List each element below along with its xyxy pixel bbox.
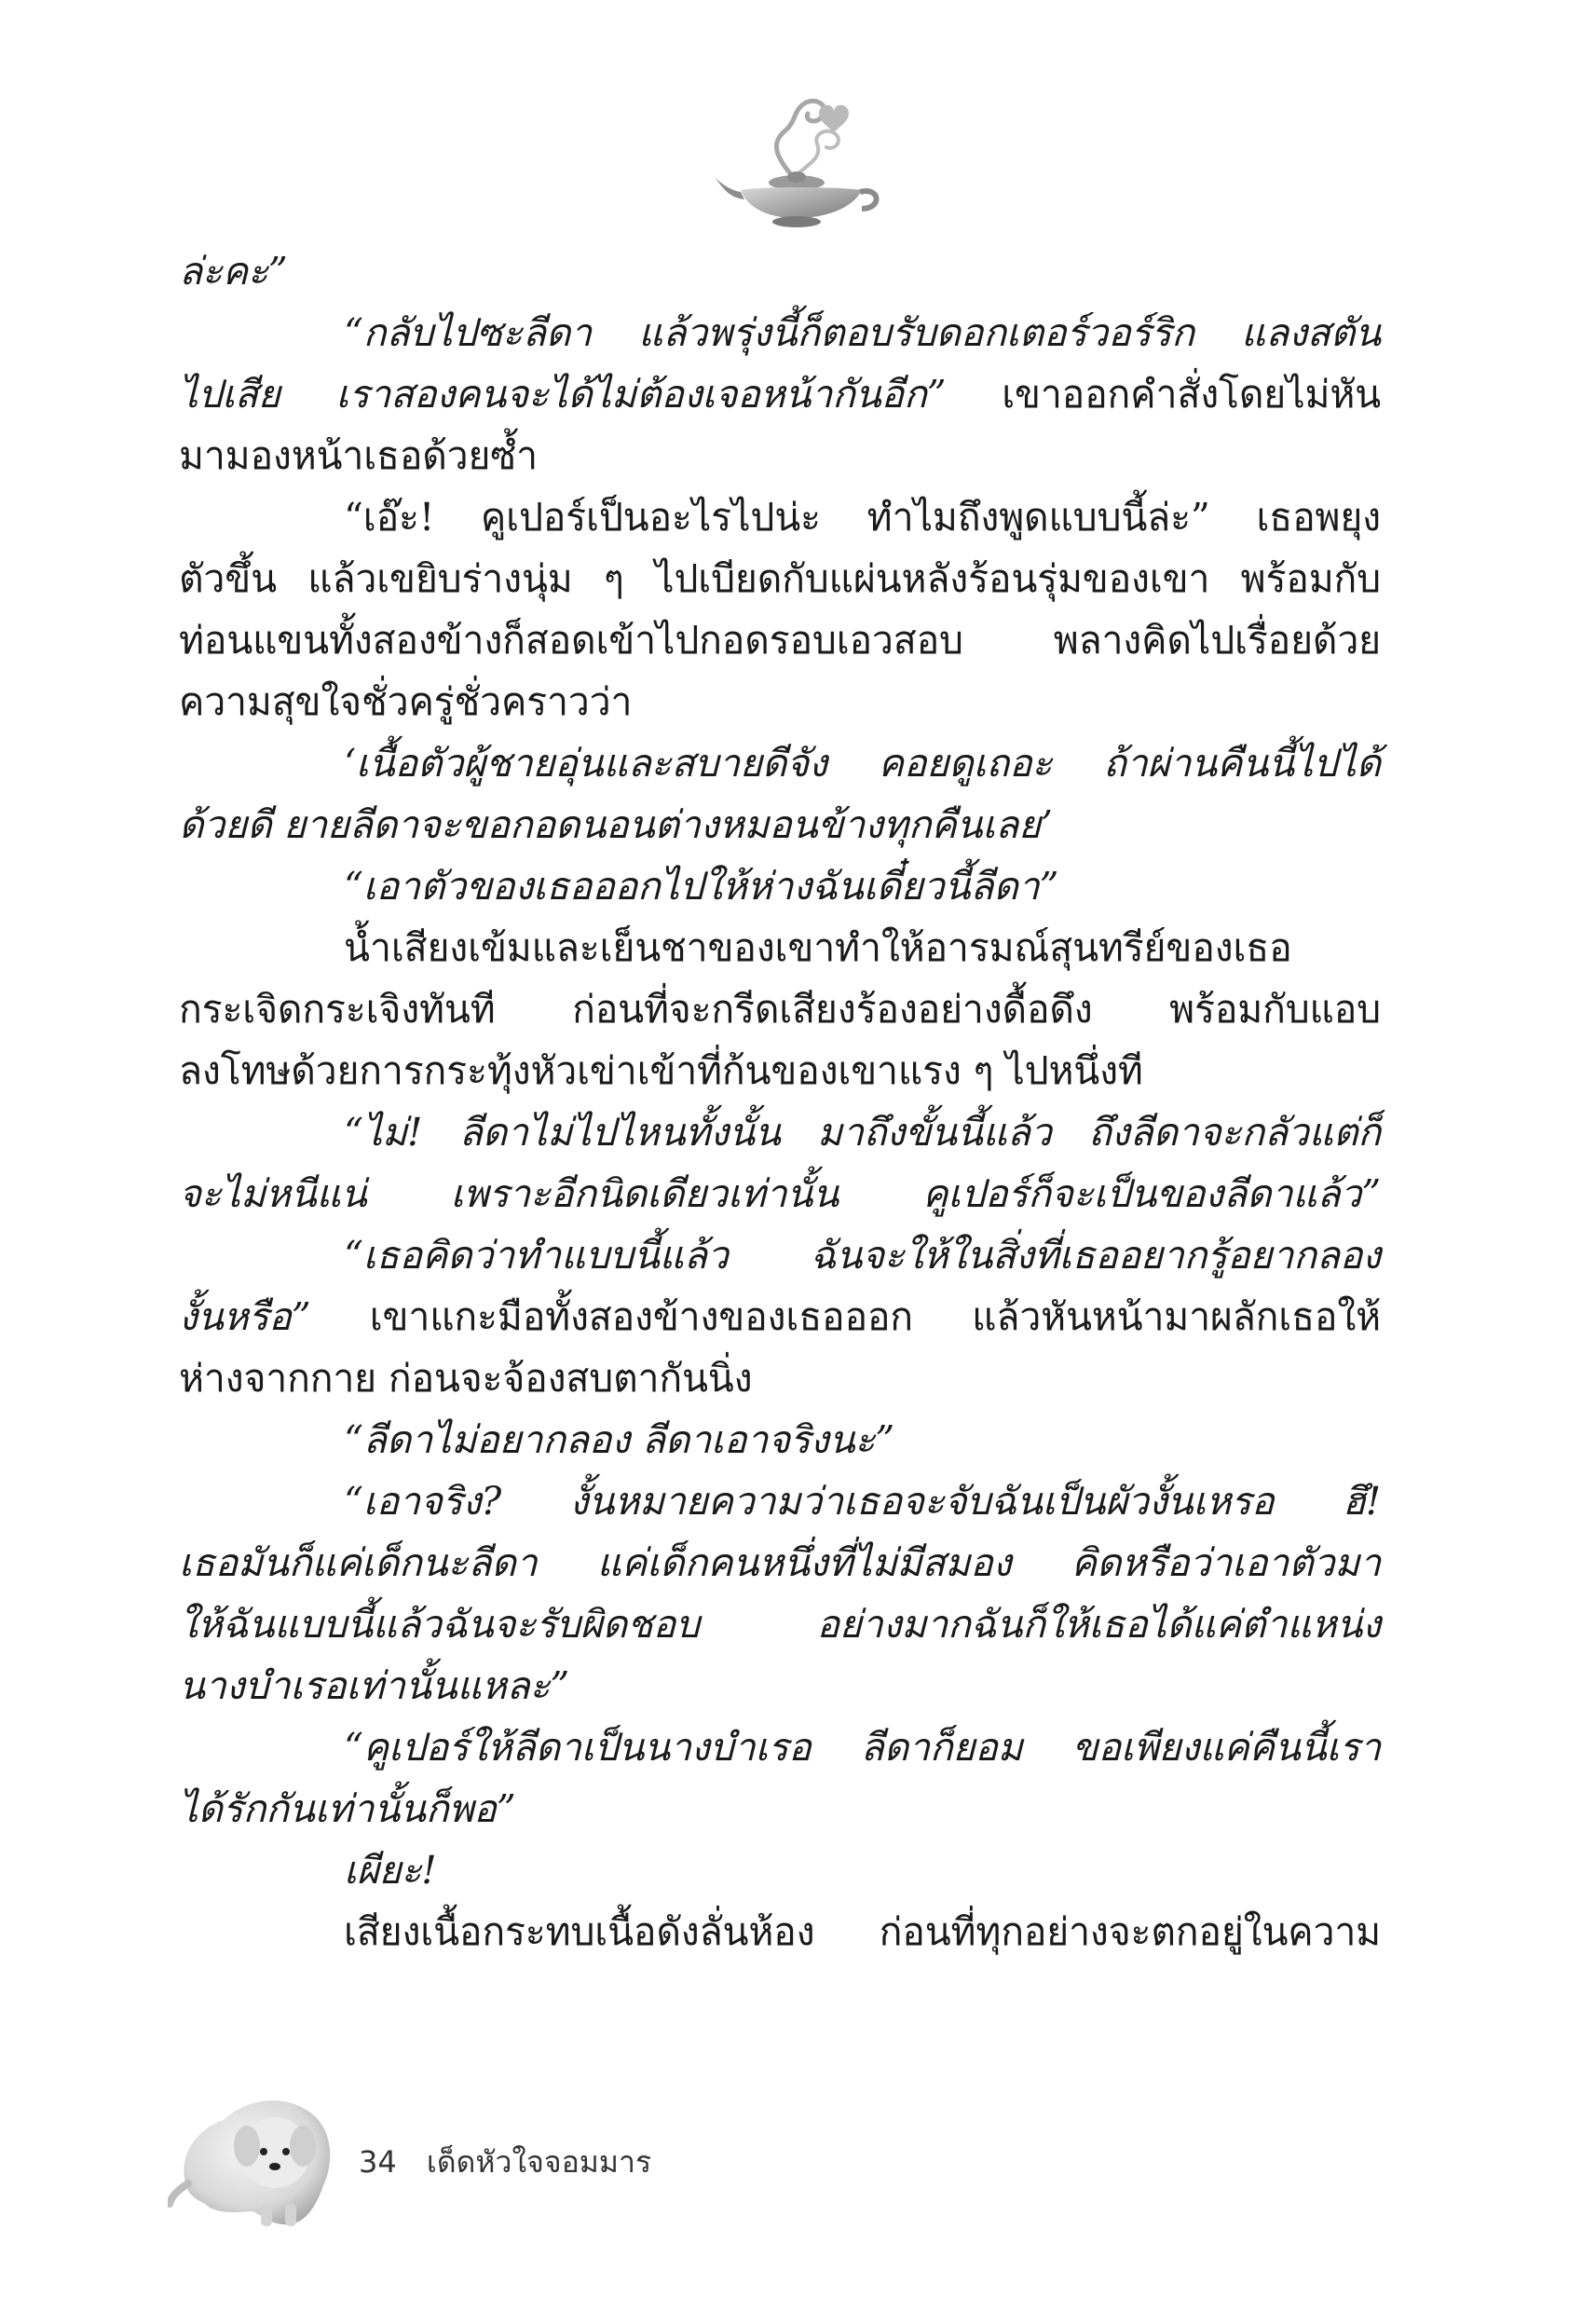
text-segment: ‘เนื้อตัวผู้ชายอุ่นและสบายดีจัง คอยดูเถอะ ถ้าผ่านคืนนี้ไปได้ <box>344 741 1381 786</box>
text-line <box>179 302 1381 363</box>
text-line <box>179 1655 1381 1716</box>
text-segment: “คูเปอร์ให้ลีดาเป็นนางบำเรอ ลีดาก็ยอม ขอเพียงแค่คืนนี้เรา <box>344 1725 1381 1770</box>
text-line <box>179 1532 1381 1593</box>
text-line <box>179 1040 1381 1101</box>
text-line <box>179 917 1381 978</box>
text-segment: “เอาตัวของเธอออกไปให้ห่างฉันเดี๋ยวนี้ลีดา” <box>344 864 1059 909</box>
text-segment: ห่างจากกาย ก่อนจะจ้องสบตากันนิ่ง <box>179 1356 753 1401</box>
text-segment: จะไม่หนีแน่ เพราะอีกนิดเดียวเท่านั้น คูเปอร์ก็จะเป็นของลีดาแล้ว” <box>179 1171 1381 1216</box>
text-line <box>179 732 1381 794</box>
text-segment: เขาแกะมือทั้งสองข้างของเธอออก แล้วหันหน้ามาผลักเธอให้ <box>310 1294 1381 1339</box>
text-segment: นางบำเรอเท่านั้นแหละ” <box>179 1663 570 1708</box>
text-line <box>179 1101 1381 1163</box>
text-line <box>179 240 1381 302</box>
text-line <box>179 1593 1381 1655</box>
genie-lamp-ornament-icon <box>703 93 890 233</box>
text-line <box>179 1839 1381 1901</box>
book-title: เด็ดหัวใจจอมมาร <box>426 2144 652 2180</box>
text-segment: “กลับไปซะลีดา แล้วพรุ่งนี้ก็ตอบรับดอกเตอร์วอร์ริก แลงสตัน <box>344 310 1381 355</box>
text-segment: ให้ฉันแบบนี้แล้วฉันจะรับผิดชอบ อย่างมากฉันก็ให้เธอได้แค่ตำแหน่ง <box>179 1602 1381 1647</box>
puppy-illustration-icon <box>168 2073 354 2232</box>
page-footer <box>168 2073 820 2232</box>
text-segment: มามองหน้าเธอด้วยซ้ำ <box>179 433 538 478</box>
text-segment: เผียะ! <box>344 1848 437 1893</box>
text-line <box>179 1347 1381 1409</box>
text-line <box>179 671 1381 732</box>
text-segment: ลงโทษด้วยการกระทุ้งหัวเข่าเข้าที่ก้นของเขาแรง ๆ ไปหนึ่งที <box>179 1048 1143 1093</box>
text-segment: ท่อนแขนทั้งสองข้างก็สอดเข้าไปกอดรอบเอวสอบ พลางคิดไปเรื่อยด้วย <box>179 618 1381 663</box>
text-segment: เสียงเนื้อกระทบเนื้อดังลั่นห้อง ก่อนที่ทุกอย่างจะตกอยู่ในความ <box>344 1909 1381 1954</box>
text-segment: “เอ๊ะ! คูเปอร์เป็นอะไรไปน่ะ ทำไมถึงพูดแบบนี้ล่ะ” เธอพยุง <box>344 495 1381 540</box>
page-number: 34 <box>359 2144 397 2180</box>
text-line <box>179 1901 1381 1962</box>
text-line <box>179 1716 1381 1778</box>
text-line <box>179 486 1381 548</box>
text-segment: ด้วยดี ยายลีดาจะขอกอดนอนต่างหมอนข้างทุกคืนเลย’ <box>179 802 1053 847</box>
text-line <box>179 1224 1381 1286</box>
text-line <box>179 794 1381 855</box>
text-line <box>179 855 1381 917</box>
text-segment: งั้นหรือ” <box>179 1294 311 1339</box>
text-segment: น้ำเสียงเข้มและเย็นชาของเขาทำให้อารมณ์สุนทรีย์ของเธอ <box>344 925 1292 970</box>
text-segment: ล่ะคะ” <box>179 249 288 294</box>
text-line <box>179 1286 1381 1347</box>
text-segment: “เอาจริง? งั้นหมายความว่าเธอจะจับฉันเป็นผัวงั้นเหรอ ฮึ! <box>344 1479 1381 1524</box>
text-segment: ความสุขใจชั่วครู่ชั่วคราวว่า <box>179 679 633 724</box>
text-line <box>179 1470 1381 1532</box>
text-line <box>179 978 1381 1040</box>
text-segment: ไปเสีย เราสองคนจะได้ไม่ต้องเจอหน้ากันอีก” <box>179 372 947 417</box>
text-line <box>179 1163 1381 1224</box>
text-line <box>179 1409 1381 1470</box>
footer-label <box>359 2139 651 2186</box>
text-segment: “ไม่! ลีดาไม่ไปไหนทั้งนั้น มาถึงขั้นนี้แล้ว ถึงลีดาจะกลัวแต่ก็ <box>344 1110 1381 1155</box>
text-segment: “ลีดาไม่อยากลอง ลีดาเอาจริงนะ” <box>344 1417 894 1462</box>
text-segment: เขาออกคำสั่งโดยไม่หัน <box>946 372 1381 417</box>
body-text <box>179 240 1381 1962</box>
text-segment: “เธอคิดว่าทำแบบนี้แล้ว ฉันจะให้ในสิ่งที่เธออยากรู้อยากลอง <box>344 1233 1381 1278</box>
text-line <box>179 609 1381 671</box>
text-segment: เธอมันก็แค่เด็กนะลีดา แค่เด็กคนหนึ่งที่ไม่มีสมอง คิดหรือว่าเอาตัวมา <box>179 1540 1381 1585</box>
text-segment: ตัวขึ้น แล้วเขยิบร่างนุ่ม ๆ ไปเบียดกับแผ่นหลังร้อนรุ่มของเขา พร้อมกับ <box>179 556 1381 601</box>
text-line <box>179 363 1381 425</box>
text-line <box>179 425 1381 486</box>
text-line <box>179 1778 1381 1839</box>
text-segment: กระเจิดกระเจิงทันที ก่อนที่จะกรีดเสียงร้องอย่างดื้อดึง พร้อมกับแอบ <box>179 987 1381 1032</box>
text-segment: ได้รักกันเท่านั้นก็พอ” <box>179 1786 516 1831</box>
text-line <box>179 548 1381 609</box>
